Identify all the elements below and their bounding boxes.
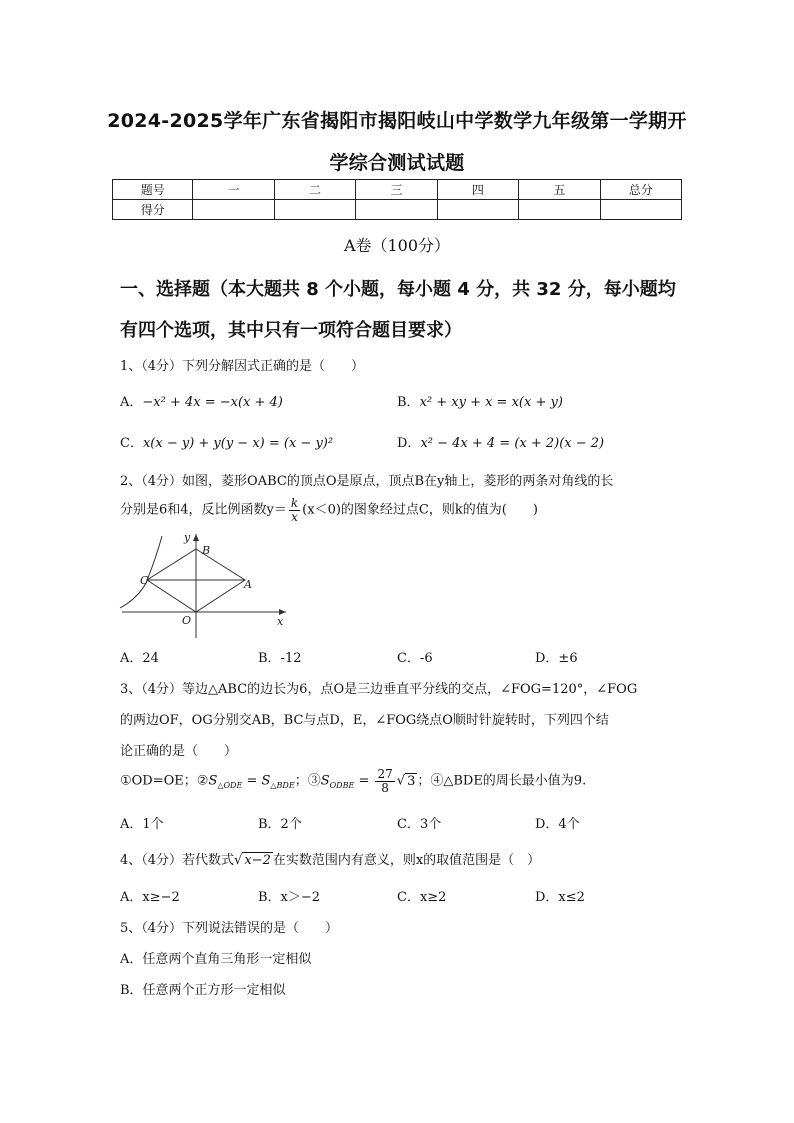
q5-option-a: A．任意两个直角三角形一定相似 xyxy=(120,952,312,967)
q4-stem xyxy=(120,849,540,868)
q2-option-a: A．24 xyxy=(120,651,159,666)
score-cell[interactable] xyxy=(274,200,355,220)
q1-option-d-expr: x² − 4x + 4 = (x + 2)(x − 2) xyxy=(420,436,605,451)
q3-s3: S xyxy=(320,773,330,789)
q2-frac-den: x xyxy=(291,510,298,524)
q1-stem: 1、（4分）下列分解因式正确的是（ ） xyxy=(120,359,365,374)
q3-stem-line1: 3、（4分）等边△ABC的边长为6，点O是三边垂直平分线的交点，∠FOG=120°，∠FOG xyxy=(120,682,638,697)
q2-stem-line1: 2、（4分）如图，菱形OABC的顶点O是原点，顶点B在y轴上，菱形的两条对角线的长 xyxy=(120,474,614,489)
q3-eq: = xyxy=(242,773,262,789)
hyperbola-curve xyxy=(120,536,162,608)
q3-frac-num: 27 xyxy=(377,767,393,781)
q1-option-a xyxy=(120,391,283,410)
score-row-label: 得分 xyxy=(113,200,193,220)
q5-stem: 5、（4分）下列说法错误的是（ ） xyxy=(120,921,339,936)
score-header-cell: 题号 xyxy=(113,180,193,200)
score-cell[interactable] xyxy=(437,200,518,220)
score-cell[interactable] xyxy=(519,200,600,220)
q1-option-b xyxy=(397,391,563,410)
q3-option-d: D．4个 xyxy=(535,817,580,832)
fig-label-a: A xyxy=(244,578,252,591)
q1-option-d-label: D． xyxy=(397,436,421,451)
q4-option-b: B．x＞−2 xyxy=(258,890,321,905)
fig-label-y: y xyxy=(184,531,191,544)
q1-option-c-label: C． xyxy=(120,436,143,451)
q4-stem-b: 在实数范围内有意义，则x的取值范围是（ ） xyxy=(272,853,541,868)
q2-option-d: D．±6 xyxy=(535,651,578,666)
fig-label-o: O xyxy=(182,614,192,627)
q1-option-a-label: A． xyxy=(120,395,143,410)
q3-conclusions xyxy=(120,768,586,794)
q3-fraction xyxy=(375,768,394,794)
q2-stem-line2 xyxy=(120,497,538,523)
q4-stem-a: 4、（4分）若代数式 xyxy=(120,853,235,868)
part1-heading-line2: 有四个选项，其中只有一项符合题目要求） xyxy=(120,320,462,341)
q3-stem-line3: 论正确的是（ ） xyxy=(120,744,238,759)
y-axis-arrow xyxy=(193,534,199,541)
score-header-cell: 二 xyxy=(274,180,355,200)
score-cell[interactable] xyxy=(356,200,437,220)
q3-frac-den: 8 xyxy=(381,781,389,795)
q2-fraction xyxy=(289,497,300,523)
q4-option-d: D．x≤2 xyxy=(535,890,585,905)
score-table-header-row xyxy=(113,180,682,200)
q3-s3-sub: ODBE xyxy=(329,781,355,791)
fig-label-x: x xyxy=(277,615,284,628)
q3-s2-sub: △BDE xyxy=(270,781,295,791)
q4-sqrt-sign: √ xyxy=(234,853,243,868)
q1-option-b-label: B． xyxy=(397,395,420,410)
q3-c4: ；④△BDE的周长最小值为9. xyxy=(417,773,587,789)
part1-heading-line1: 一、选择题（本大题共 8 个小题，每小题 4 分，共 32 分，每小题均 xyxy=(120,279,676,300)
q5-option-b: B．任意两个正方形一定相似 xyxy=(120,983,286,998)
fig-label-b: B xyxy=(202,544,211,557)
score-cell[interactable] xyxy=(193,200,274,220)
q1-option-d xyxy=(397,432,604,451)
q4-option-a: A．x≥−2 xyxy=(120,890,180,905)
q3-s1: S xyxy=(208,773,218,789)
score-table-score-row xyxy=(113,200,682,220)
q2-frac-num: k xyxy=(290,496,299,510)
q4-option-c: C．x≥2 xyxy=(397,890,447,905)
score-header-cell: 三 xyxy=(356,180,437,200)
q3-c3: ；③ xyxy=(294,773,321,789)
q3-s2: S xyxy=(261,773,271,789)
fig-label-c: C xyxy=(140,574,149,587)
q1-option-a-expr: −x² + 4x = −x(x + 4) xyxy=(142,395,283,410)
exam-title-line2: 学综合测试试题 xyxy=(329,152,465,174)
q3-option-b: B．2个 xyxy=(258,817,302,832)
score-header-cell: 总分 xyxy=(600,180,681,200)
q2-stem-line2-a: 分别是6和4，反比例函数y＝ xyxy=(120,502,287,518)
q2-option-c: C．-6 xyxy=(397,651,433,666)
section-a-title: A卷（100分） xyxy=(343,236,451,255)
q3-sqrt-radicand: 3 xyxy=(407,773,416,789)
score-header-cell: 一 xyxy=(193,180,274,200)
score-cell[interactable] xyxy=(600,200,681,220)
q1-option-b-expr: x² + xy + x = x(x + y) xyxy=(419,395,563,410)
q3-sqrt-sign: √ xyxy=(396,773,406,789)
q1-option-c xyxy=(120,432,333,451)
q3-stem-line2: 的两边OF，OG分别交AB，BC与点D，E，∠FOG绕点O顺时针旋转时，下列四个结 xyxy=(120,713,609,728)
q3-s1-sub: △ODE xyxy=(217,781,243,791)
q2-option-b: B．-12 xyxy=(258,651,302,666)
q2-stem-line2-b: (x＜0)的图象经过点C，则k的值为( ) xyxy=(302,502,538,518)
q1-option-c-expr: x(x − y) + y(y − x) = (x − y)² xyxy=(142,436,334,451)
q3-eq2: = xyxy=(354,773,374,789)
exam-title-line1: 2024-2025学年广东省揭阳市揭阳岐山中学数学九年级第一学期开 xyxy=(107,110,687,132)
score-header-cell: 五 xyxy=(519,180,600,200)
q4-radicand: x−2 xyxy=(244,853,271,868)
score-table xyxy=(112,179,682,220)
q3-option-a: A．1个 xyxy=(120,817,164,832)
score-header-cell: 四 xyxy=(437,180,518,200)
q3-c1: ①OD=OE；② xyxy=(120,773,209,789)
q3-option-c: C．3个 xyxy=(397,817,442,832)
q2-rhombus-figure xyxy=(116,528,296,643)
